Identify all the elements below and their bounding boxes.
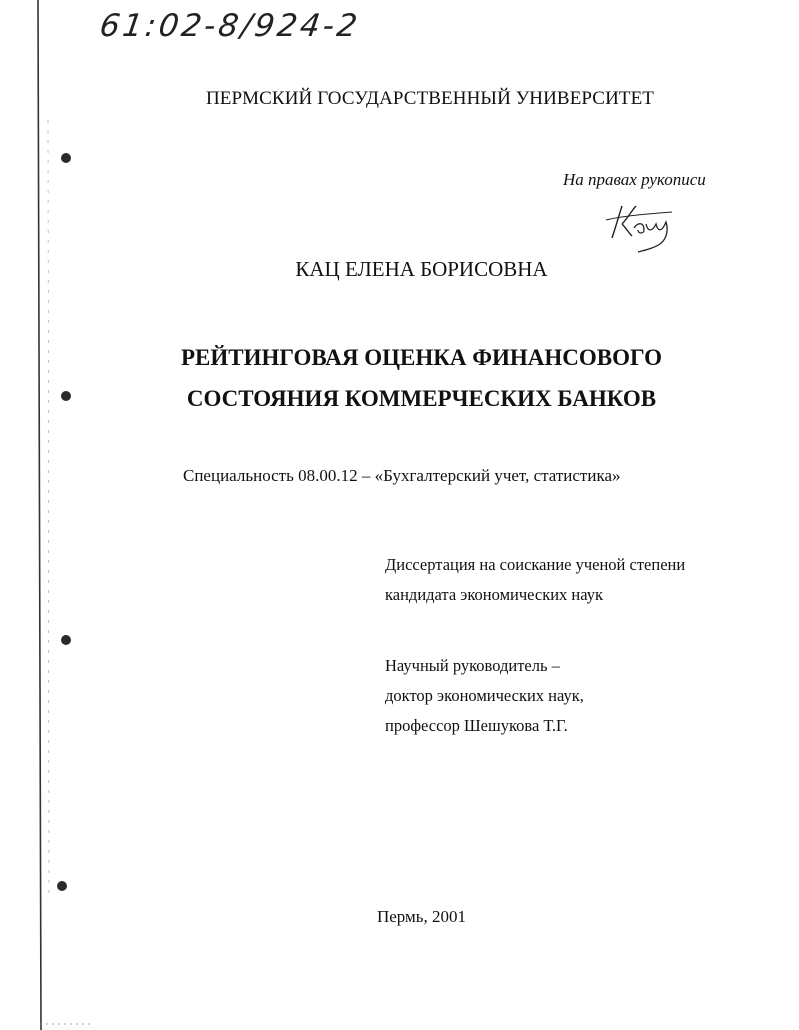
hole-punch-mark: [61, 635, 71, 645]
rights-note: На правах рукописи: [563, 170, 706, 189]
thesis-title-line-1: РЕЙТИНГОВАЯ ОЦЕНКА ФИНАНСОВОГО: [181, 345, 662, 370]
degree-line-1: Диссертация на соискание ученой степени: [385, 555, 686, 574]
city-year: Пермь, 2001: [376, 907, 467, 926]
degree-line-2: кандидата экономических наук: [385, 585, 604, 604]
university-name: ПЕРМСКИЙ ГОСУДАРСТВЕННЫЙ УНИВЕРСИТЕТ: [205, 88, 655, 109]
advisor-line-2: доктор экономических наук,: [385, 686, 584, 705]
advisor-line-1: Научный руководитель –: [385, 656, 560, 675]
thesis-title-line-2: СОСТОЯНИЯ КОММЕРЧЕСКИХ БАНКОВ: [186, 386, 657, 411]
hole-punch-mark: [61, 153, 71, 163]
specialty: Специальность 08.00.12 – «Бухгалтерский учет, статистика»: [183, 466, 621, 485]
scan-edge-artifacts: [0, 0, 90, 1030]
binding-line: [38, 0, 41, 1030]
advisor-line-3: профессор Шешукова Т.Г.: [385, 716, 568, 735]
archive-code: 61:02-8/924-2: [97, 8, 363, 44]
author-name: КАЦ ЕЛЕНА БОРИСОВНА: [295, 257, 548, 281]
hole-punch-mark: [57, 881, 67, 891]
author-signature: [602, 198, 682, 253]
binding-line-faint: [48, 120, 49, 900]
